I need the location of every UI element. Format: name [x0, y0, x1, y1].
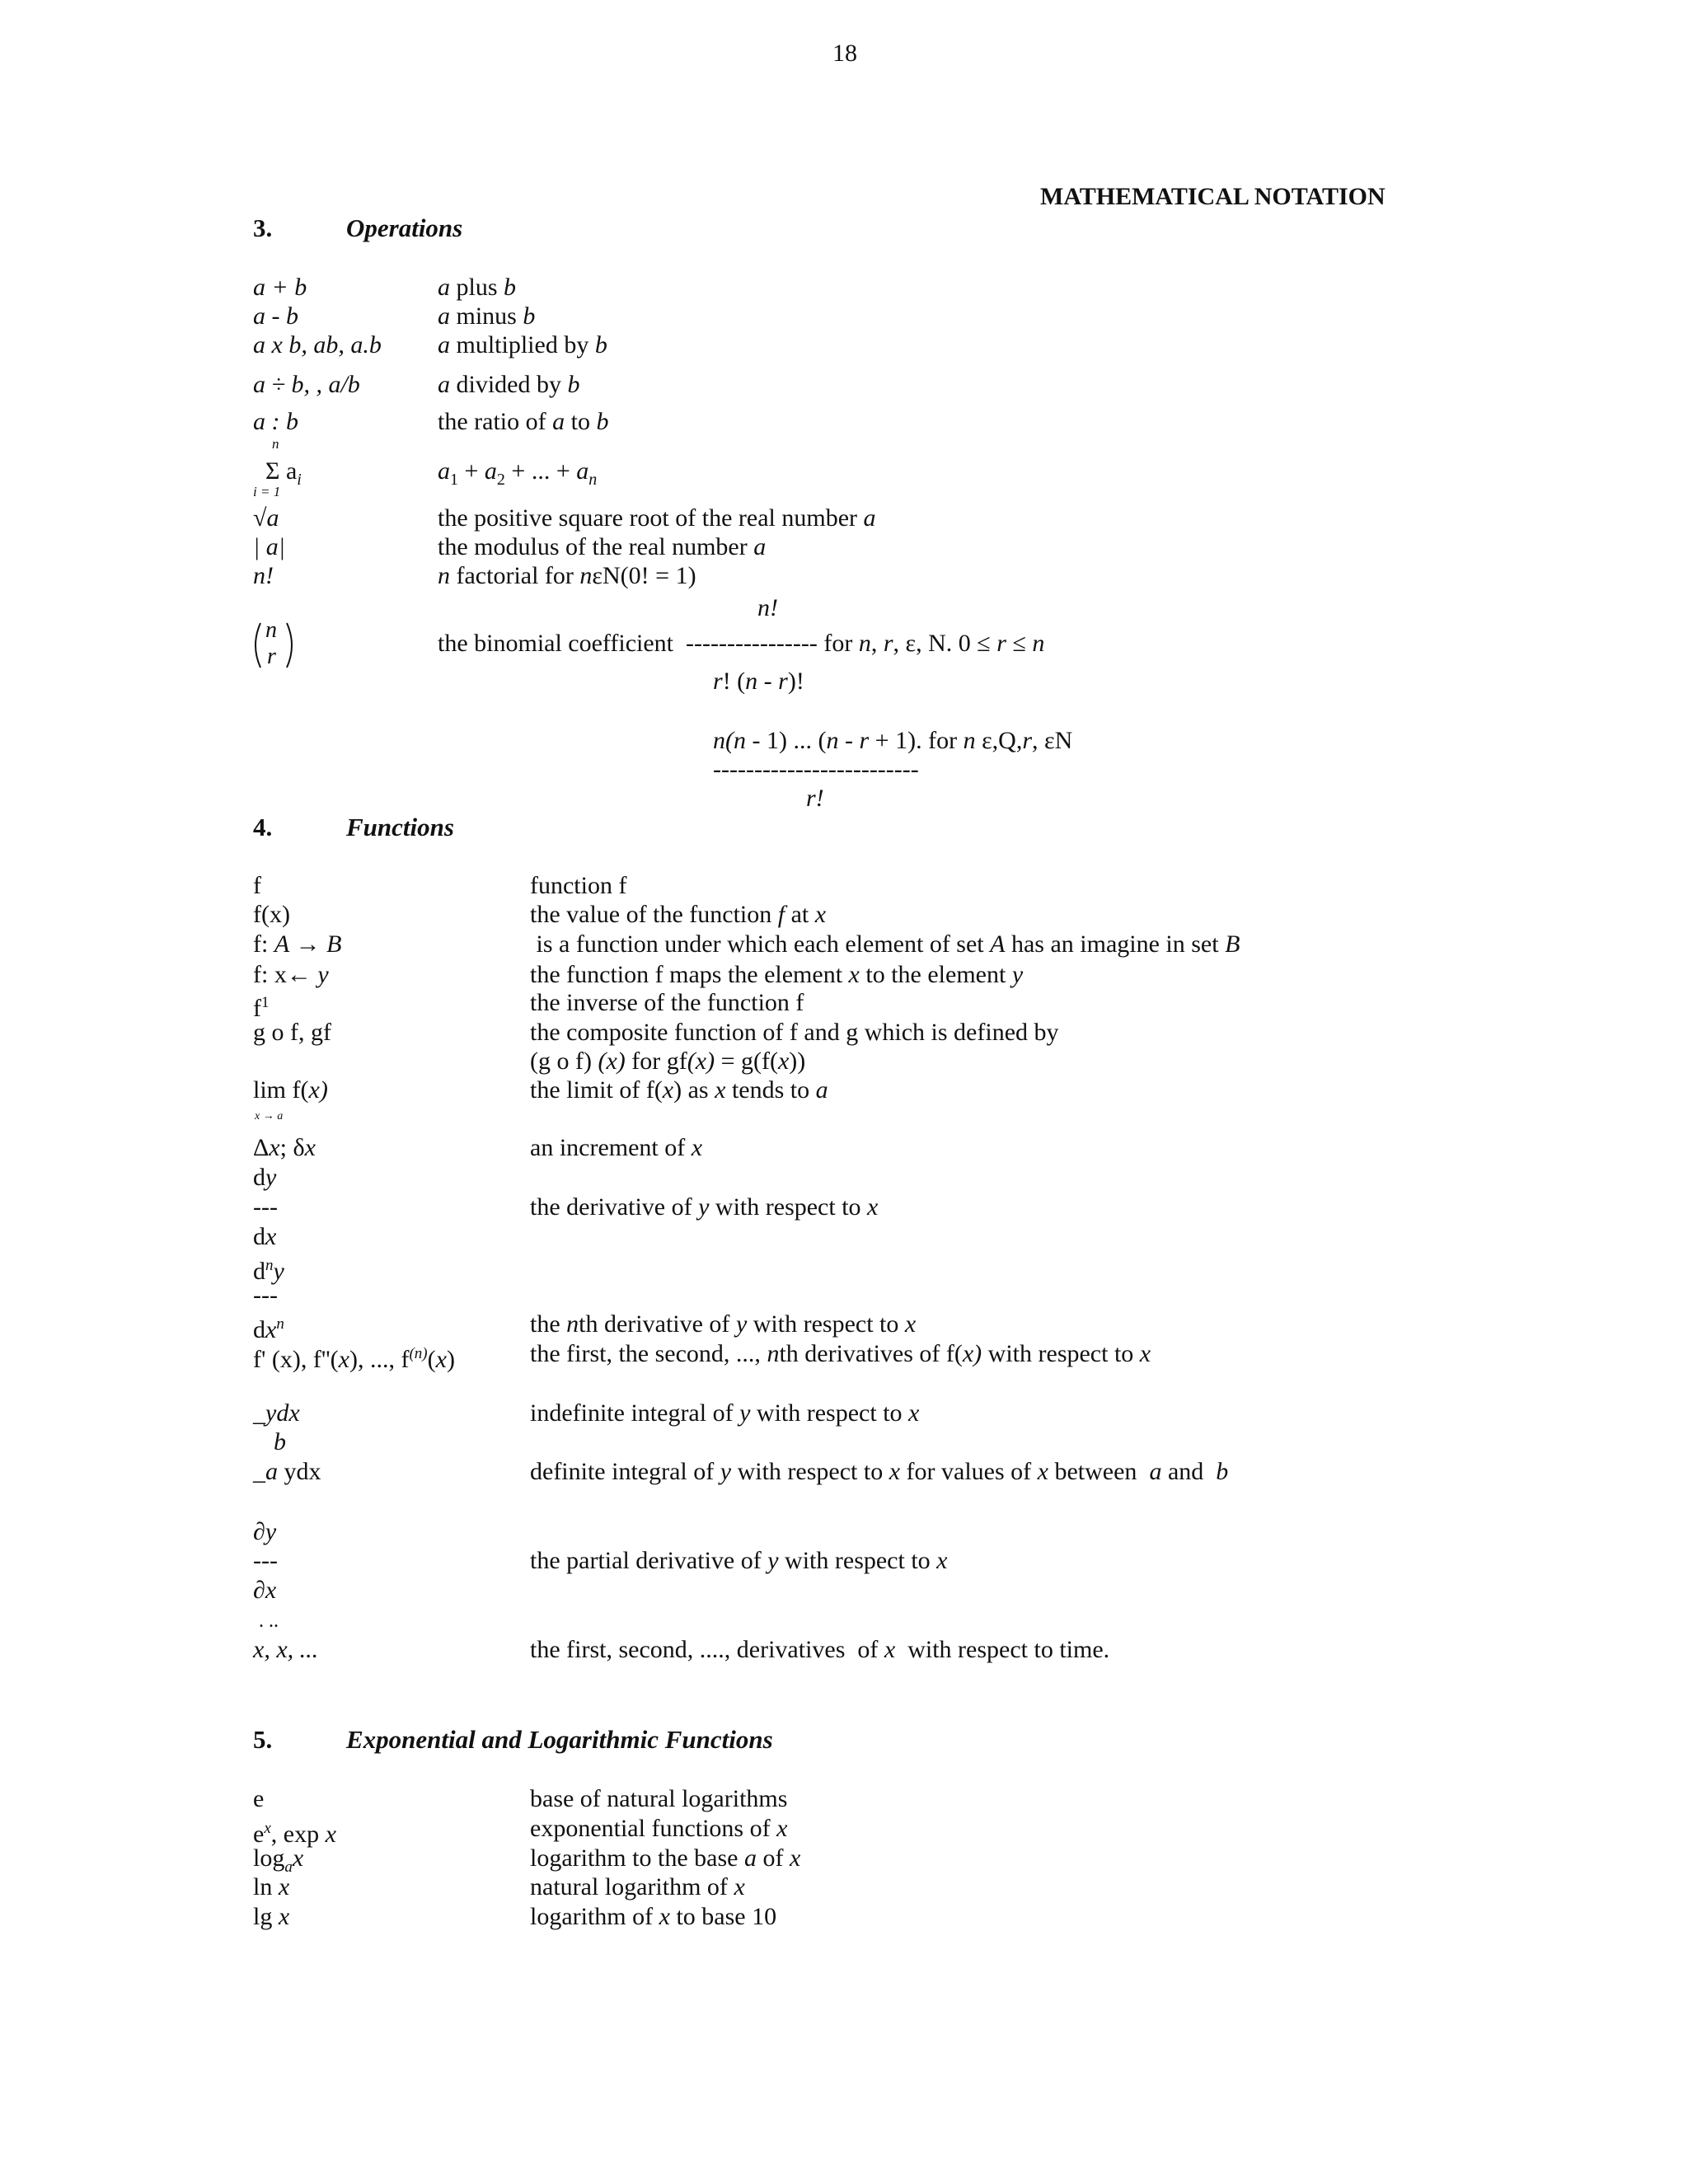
exp-symbol: ln x [253, 1873, 290, 1900]
op-symbol: a + b [253, 274, 307, 301]
fn-description: the inverse of the function f [530, 989, 804, 1016]
fn-description: the nth derivative of y with respect to x [530, 1310, 917, 1338]
fn-symbol: Δx; δx [253, 1134, 316, 1161]
partial-line: --- [253, 1547, 278, 1574]
fn-description: the value of the function f at x [530, 901, 827, 928]
op-description: the ratio of a to b [438, 408, 609, 435]
fn-symbol: _a ydx [253, 1458, 321, 1485]
page-number: 18 [832, 40, 857, 67]
exp-description: exponential functions of x [530, 1815, 788, 1842]
binomial-top: n [265, 617, 277, 643]
op-description: the binomial coefficient ---------------- for n, r, ε, N. 0 ≤ r ≤ n [438, 630, 1045, 657]
fn-symbol: f: A → B [253, 930, 342, 958]
section-3-number: 3. [253, 213, 273, 242]
sum-lower-limit: i = 1 [253, 484, 281, 499]
exp-symbol: e [253, 1785, 265, 1812]
fn-description: the composite function of f and g which is defined by [530, 1019, 1059, 1046]
fn-description: indefinite integral of y with respect to x [530, 1399, 920, 1427]
section-4-title: Functions [346, 813, 454, 841]
fn-description: the limit of f(x) as x tends to a [530, 1076, 828, 1104]
op-symbol: a x b, ab, a.b [253, 331, 382, 359]
exp-description: natural logarithm of x [530, 1873, 745, 1900]
partial-numerator: ∂y [253, 1518, 277, 1545]
binomial-frac2-line: ------------------------- [713, 756, 919, 783]
op-description: the positive square root of the real number a [438, 504, 876, 532]
section-3-title: Operations [346, 213, 463, 242]
exp-symbol: $e^x$, exp x [253, 1820, 336, 1848]
fn-description-line2: (g o f) (x) for gf(x) = g(f(x)) [530, 1047, 806, 1075]
op-description: a multiplied by b [438, 331, 607, 359]
fn-description: the first, the second, ..., nth derivatives of f(x) with respect to x [530, 1340, 1151, 1367]
binomial-frac2-numerator: n(n - 1) ... (n - r + 1). for n ε,Q,r, εN [713, 727, 1073, 754]
sum-symbol: Σ $a_i$ [265, 457, 302, 489]
fn-symbol: f' (x), f''(x), ..., $f^{(n)}(x)$ [253, 1345, 455, 1373]
fn-description: the first, second, ...., derivatives of x with respect to time. [530, 1636, 1110, 1663]
op-symbol: a ÷ b, , a/b [253, 371, 360, 398]
section-4-number: 4. [253, 813, 273, 841]
derivative-line: --- [253, 1193, 278, 1221]
fn-symbol: $f^1$ [253, 994, 270, 1022]
op-symbol: a - b [253, 302, 298, 330]
fn-symbol: f [253, 872, 261, 899]
integral-upper-limit: b [274, 1428, 286, 1455]
op-symbol: √a [253, 504, 279, 532]
op-description: a divided by b [438, 371, 580, 398]
exp-description: logarithm to the base a of x [530, 1844, 801, 1872]
fn-description: definite integral of y with respect to x for values of x between a and b [530, 1458, 1229, 1485]
binomial-frac1-denominator: r! (n - r)! [713, 668, 804, 695]
section-5-title: Exponential and Logarithmic Functions [346, 1725, 773, 1754]
op-description: $a_1 + a_2$ + ... + $a_n$ [438, 457, 598, 489]
fn-symbol: g o f, gf [253, 1019, 331, 1046]
partial-denominator: ∂x [253, 1577, 277, 1604]
exp-description: logarithm of x to base 10 [530, 1903, 777, 1930]
op-symbol: a : b [253, 408, 298, 435]
section-5-number: 5. [253, 1725, 273, 1754]
fn-description: function f [530, 872, 627, 899]
fn-description: is a function under which each element of set A has an imagine in set B [530, 930, 1240, 958]
op-description: n factorial for nεN(0! = 1) [438, 562, 696, 589]
fn-description: the partial derivative of y with respect to x [530, 1547, 948, 1574]
fn-symbol: _ydx [253, 1399, 300, 1427]
op-description: the modulus of the real number a [438, 533, 767, 560]
fn-symbol: lim f(x) [253, 1076, 328, 1104]
nth-derivative-line: --- [253, 1282, 278, 1309]
fn-symbol: f: x← y [253, 961, 329, 988]
exp-description: base of natural logarithms [530, 1785, 788, 1812]
time-derivative-dots: . .. [259, 1610, 279, 1632]
binomial-bottom: r [267, 644, 276, 669]
derivative-numerator: dy [253, 1164, 277, 1191]
binomial-frac1-numerator: n! [757, 594, 778, 621]
page-header: MATHEMATICAL NOTATION [1040, 183, 1386, 210]
fn-symbol: x, x, ... [253, 1636, 319, 1663]
op-symbol: | a| [253, 533, 285, 560]
limit-subscript: x → a [255, 1110, 284, 1122]
sum-upper-limit: n [272, 436, 279, 452]
nth-derivative-denominator: $dx^n$ [253, 1315, 284, 1343]
exp-symbol: lg x [253, 1903, 290, 1930]
binomial-frac2-denominator: r! [806, 785, 824, 812]
fn-description: an increment of x [530, 1134, 703, 1161]
op-description: a minus b [438, 302, 536, 330]
op-symbol: n! [253, 562, 274, 589]
fn-description: the derivative of y with respect to x [530, 1193, 879, 1221]
op-description: a plus b [438, 274, 517, 301]
exp-symbol: $\log_ax$ [253, 1844, 304, 1876]
nth-derivative-numerator: $d^ny$ [253, 1257, 284, 1285]
fn-description: the function f maps the element x to the element y [530, 961, 1024, 988]
derivative-denominator: dx [253, 1223, 277, 1250]
fn-symbol: f(x) [253, 901, 290, 928]
